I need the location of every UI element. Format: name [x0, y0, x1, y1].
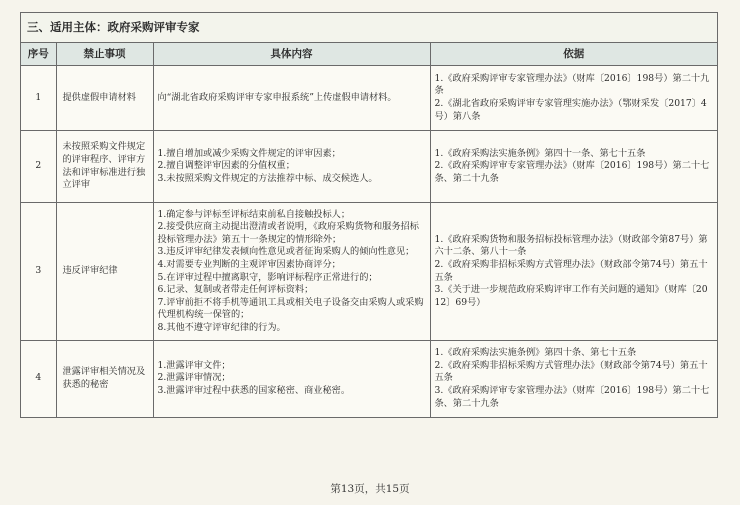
content-line: 1.确定参与评标至评标结束前私自接触投标人； [157, 208, 351, 220]
basis-line: 2.《湖北省政府采购评审专家管理实施办法》（鄂财采发〔2017〕4号）第八条 [434, 98, 707, 122]
row-content [153, 203, 430, 341]
basis-line: 1.《政府采购货物和服务招标投标管理办法》（财政部令第87号）第六十二条、第八十一条 [434, 233, 708, 258]
row-content [153, 66, 430, 131]
content-line: 1.擅自增加或减少采购文件规定的评审因素； [157, 147, 341, 159]
content-line: 2.擅自调整评审因素的分值权重； [157, 160, 295, 172]
table-row [21, 131, 717, 203]
basis-line: 1.《政府采购法实施条例》第四十条、第七十五条 [434, 347, 637, 359]
row-item: 提供虚假申请材料 [56, 66, 153, 131]
row-content [153, 341, 430, 417]
content-line: 7.评审前拒不将手机等通讯工具或相关电子设备交由采购人或采购代理机构统一保管的； [157, 296, 424, 321]
row-basis [430, 341, 717, 417]
content-line: 2.泄露评审情况； [157, 372, 231, 384]
section-title: 三、适用主体：政府采购评审专家 [21, 13, 717, 43]
regulation-table-sheet [20, 12, 718, 418]
row-content [153, 131, 430, 203]
basis-line: 2.《政府采购非招标采购方式管理办法》（财政部令第74号）第五十五条 [434, 258, 708, 283]
header-no: 序号 [21, 43, 56, 66]
header-item: 禁止事项 [56, 43, 153, 66]
row-basis [430, 66, 717, 131]
basis-line: 2.《政府采购非招标采购方式管理办法》（财政部令第74号）第五十五条 [434, 359, 708, 384]
row-item: 未按照采购文件规定的评审程序、评审方法和评审标准进行独立评审 [56, 131, 153, 203]
content-line: 4.对需要专业判断的主观评审因素协商评分； [157, 258, 341, 270]
header-basis: 依据 [430, 43, 717, 66]
content-line: 3.泄露评审过程中获悉的国家秘密、商业秘密。 [157, 385, 351, 397]
basis-line: 1.《政府采购评审专家管理办法》（财库〔2016〕198号）第二十九条 [434, 72, 710, 97]
table-row [21, 66, 717, 131]
content-line: 5.在评审过程中擅离职守，影响评标程序正常进行的； [157, 271, 378, 283]
basis-line: 3.《政府采购评审专家管理办法》（财库〔2016〕198号）第二十七条、第二十九条 [434, 385, 710, 409]
page-footer: 第13页，共15页 [330, 483, 410, 495]
content-line: 3.未按照采购文件规定的方法推荐中标、成交候选人。 [157, 172, 378, 184]
basis-line: 2.《政府采购评审专家管理办法》（财库〔2016〕198号）第二十七条、第二十九条 [434, 160, 710, 184]
basis-line: 3.《关于进一步规范政府采购评审工作有关问题的通知》（财库〔2012〕69号） [434, 284, 708, 308]
row-number: 3 [21, 203, 56, 341]
content-line: 3.违反评审纪律发表倾向性意见或者征询采购人的倾向性意见； [157, 246, 415, 258]
row-number: 4 [21, 341, 56, 417]
table-row [21, 341, 717, 417]
table-row [21, 203, 717, 341]
content-line: 向“湖北省政府采购评审专家申报系统”上传虚假申请材料。 [157, 91, 397, 103]
row-number: 1 [21, 66, 56, 131]
content-line: 8.其他不遵守评审纪律的行为。 [157, 321, 286, 333]
content-line: 1.泄露评审文件； [157, 359, 231, 371]
prohibition-table [21, 43, 717, 417]
header-content: 具体内容 [153, 43, 430, 66]
content-line: 6.记录、复制或者带走任何评标资料； [157, 284, 314, 296]
content-line: 2.接受供应商主动提出澄清或者说明，《政府采购货物和服务招标投标管理办法》第五十一条规定的情形除外； [157, 221, 419, 245]
table-header-row [21, 43, 717, 66]
row-basis [430, 131, 717, 203]
row-item: 泄露评审相关情况及获悉的秘密 [56, 341, 153, 417]
row-basis [430, 203, 717, 341]
row-item: 违反评审纪律 [56, 203, 153, 341]
basis-line: 1.《政府采购法实施条例》第四十一条、第七十五条 [434, 147, 646, 159]
row-number: 2 [21, 131, 56, 203]
